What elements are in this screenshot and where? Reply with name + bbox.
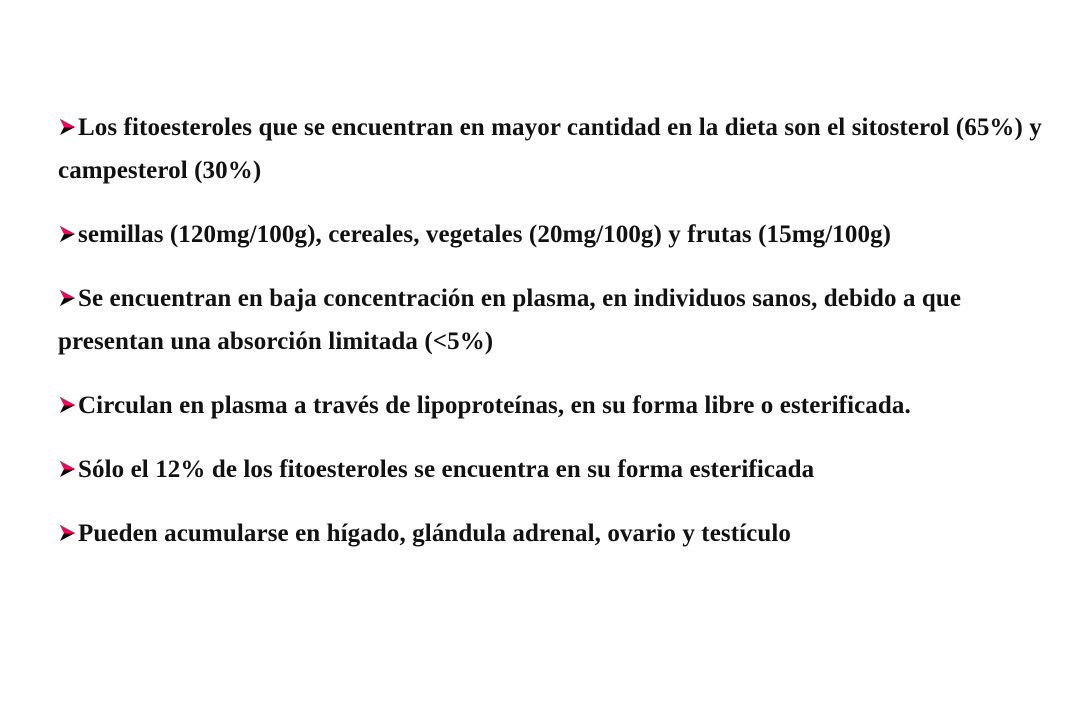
bullet-item-4 (58, 384, 1058, 427)
bullet-text: Los fitoesteroles que se encuentran en mayor cantidad en la dieta son el sitosterol (65%) y campesterol (30%) (58, 114, 1042, 184)
right-arrowhead-icon (58, 524, 76, 542)
bullet-item-3 (58, 277, 1058, 363)
bullet-text: Se encuentran en baja concentración en plasma, en individuos sanos, debido a que presentan una absorción limitada (<5%) (58, 285, 962, 355)
bullet-text: semillas (120mg/100g), cereales, vegetales (20mg/100g) y frutas (15mg/100g) (78, 221, 892, 248)
bullet-item-1 (58, 106, 1058, 192)
bullet-item-2 (58, 213, 1058, 256)
right-arrowhead-icon (58, 225, 76, 243)
bullet-text: Sólo el 12% de los fitoesteroles se encuentra en su forma esterificada (78, 456, 815, 483)
right-arrowhead-icon (58, 396, 76, 414)
right-arrowhead-icon (58, 460, 76, 478)
right-arrowhead-icon (58, 289, 76, 307)
bullet-list (58, 106, 1058, 576)
bullet-item-6 (58, 512, 1058, 555)
bullet-text: Circulan en plasma a través de lipoproteínas, en su forma libre o esterificada. (78, 392, 911, 419)
bullet-item-5 (58, 448, 1058, 491)
bullet-text: Pueden acumularse en hígado, glándula adrenal, ovario y testículo (78, 520, 792, 547)
right-arrowhead-icon (58, 118, 76, 136)
